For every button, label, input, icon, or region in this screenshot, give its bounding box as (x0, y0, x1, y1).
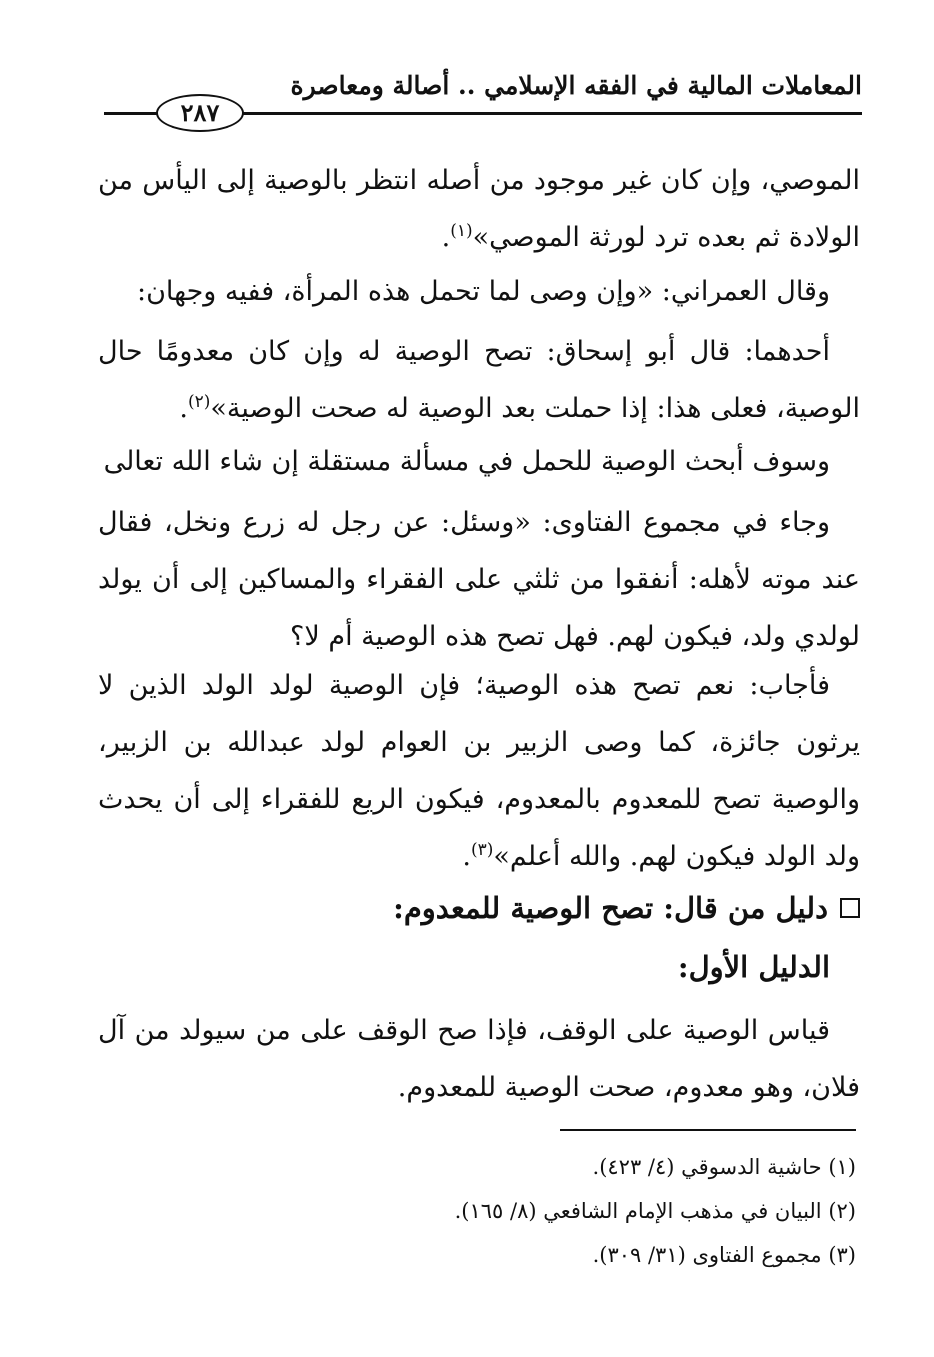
paragraph-4: وسوف أبحث الوصية للحمل في مسألة مستقلة إن شاء الله تعالى (103, 446, 830, 477)
footnotes (96, 1145, 856, 1277)
paragraph-6: فأجاب: نعم تصح هذه الوصية؛ فإن الوصية لولد الولد الذين لا يرثون جائزة، كما وصى الزبير بن العوام لولد عبدالله بن الزبير، والوصية تصح للمعدوم بالمعدوم، فيكون الريع للفقراء إلى أن يحدث ولد الولد فيكون لهم. والله أعلم»$^{(٣)}$. (98, 670, 860, 872)
paragraph-3: أحدهما: قال أبو إسحاق: تصح الوصية له وإن كان معدومًا حال الوصية، فعلى هذا: إذا حملت بعد الوصية له صحت الوصية»$^{(٢)}$. (98, 336, 860, 424)
paragraph-2: وقال العمراني: «وإن وصى لما تحمل هذه المرأة، ففيه وجهان: (137, 276, 830, 307)
body-block-5 (98, 494, 860, 665)
body-block-3 (98, 323, 860, 437)
checkbox-square-icon (840, 898, 860, 918)
footnote-2: (٢) البيان في مذهب الإمام الشافعي (٨/ ١٦٥). (454, 1199, 856, 1223)
footnote-1: (١) حاشية الدسوقي (٤/ ٤٢٣). (592, 1155, 856, 1179)
footnote-ref-2: (٢) (187, 392, 211, 412)
body-block-2 (98, 263, 860, 320)
body-block-4 (98, 433, 860, 490)
paragraph-5: وجاء في مجموع الفتاوى: «وسئل: عن رجل له زرع ونخل، فقال عند موته لأهله: أنفقوا من ثلثي على الفقراء والمساكين إلى أن يولد لولدي ولد، فيكون لهم. فهل تصح هذه الوصية أم لا؟ (98, 507, 860, 652)
body-block-6 (98, 657, 860, 885)
footnote-separator (560, 1129, 856, 1131)
section-heading: دليل من قال: تصح الوصية للمعدوم: (98, 883, 860, 933)
running-title: المعاملات المالية في الفقه الإسلامي .. أصالة ومعاصرة (290, 71, 862, 100)
body-block-1 (98, 152, 860, 266)
footnote-ref-3: (٣) (470, 840, 494, 860)
footnote-ref-1: (١) (450, 221, 473, 241)
page-number: ٢٨٧ (156, 94, 244, 132)
subheading: الدليل الأول: (677, 950, 830, 984)
footnote-3: (٣) مجموع الفتاوى (٣١/ ٣٠٩). (592, 1243, 856, 1267)
body-block-7 (98, 1002, 860, 1116)
paragraph-1: الموصي، وإن كان غير موجود من أصله انتظر بالوصية إلى اليأس من الولادة ثم بعده ترد لورثة الموصي»$^{(١)}$. (98, 165, 860, 253)
argument-paragraph: قياس الوصية على الوقف، فإذا صح الوقف على من سيولد من آل فلان، وهو معدوم، صحت الوصية للمعدوم. (98, 1015, 860, 1103)
